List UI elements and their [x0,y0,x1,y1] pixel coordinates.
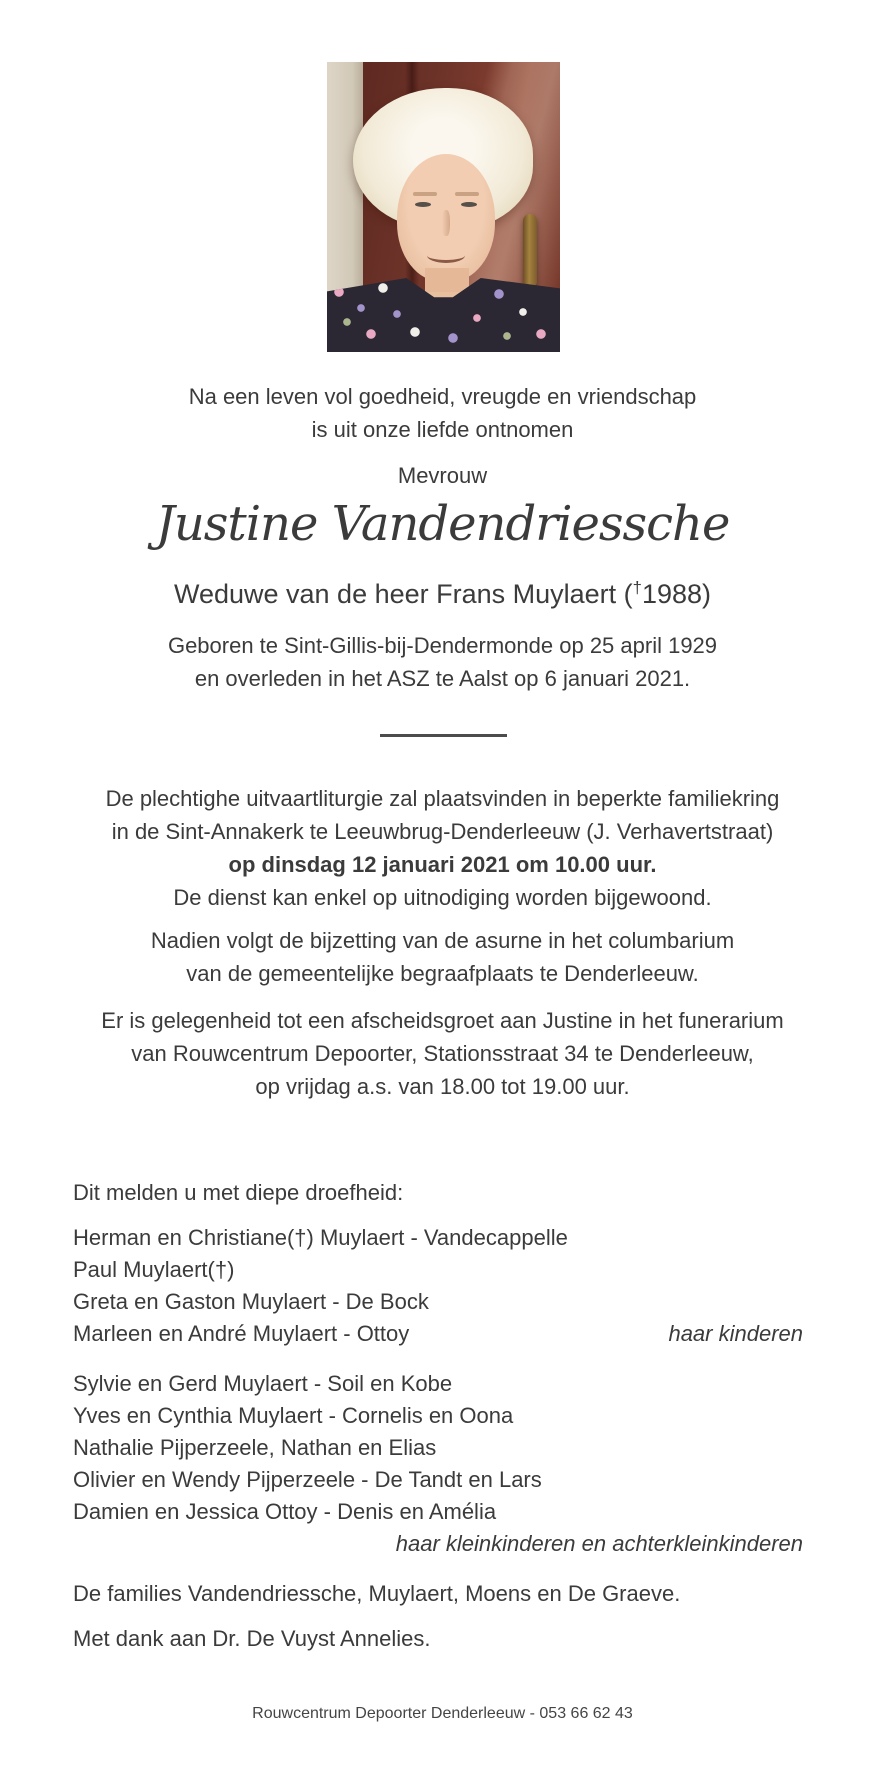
thanks-line: Met dank aan Dr. De Vuyst Annelies. [73,1626,431,1651]
service-block [0,782,885,914]
intro-line-1: Na een leven vol goedheid, vreugde en vriendschap [188,384,697,409]
service-date-line: op dinsdag 12 januari 2021 om 10.00 uur. [228,852,657,877]
widow-prefix: Weduwe van de heer Frans Muylaert ( [173,579,633,609]
families-line: De families Vandendriessche, Muylaert, Moens en De Graeve. [73,1581,681,1606]
divider-line [380,734,507,737]
farewell-block [0,1004,885,1103]
widow-suffix: 1988) [641,579,712,609]
intro-line-2: is uit onze liefde ontnomen [311,417,574,442]
portrait-photo [327,62,560,352]
farewell-line-3: op vrijdag a.s. van 18.00 tot 19.00 uur. [255,1074,630,1099]
birth-death-block [0,629,885,695]
interment-block [0,924,885,990]
left-eye [415,202,431,207]
grandchildren-line: Yves en Cynthia Muylaert - Cornelis en Oona [73,1403,514,1428]
grandchildren-list [73,1368,803,1560]
deceased-name: Justine Vandendriessche [155,496,730,552]
right-eye [461,202,477,207]
left-eyebrow [413,192,437,196]
service-line-1: De plechtighe uitvaartliturgie zal plaatsvinden in beperkte familiekring [105,786,780,811]
dagger-symbol: † [632,578,642,597]
interment-line-1: Nadien volgt de bijzetting van de asurne in het columbarium [150,928,735,953]
children-list [73,1222,803,1350]
children-relation-label: haar kinderen [668,1321,803,1346]
died-line: en overleden in het ASZ te Aalst op 6 januari 2021. [194,666,691,691]
grandchildren-line: Nathalie Pijperzeele, Nathan en Elias [73,1435,437,1460]
nose [442,210,450,236]
woman-face [397,154,495,282]
interment-line-2: van de gemeentelijke begraafplaats te Denderleeuw. [186,961,699,986]
children-line: Greta en Gaston Muylaert - De Bock [73,1289,429,1314]
announcement-heading: Dit melden u met diepe droefheid: [73,1180,404,1205]
funeral-home-footer: Rouwcentrum Depoorter Denderleeuw - 053 66 62 43 [252,1705,633,1722]
salutation: Mevrouw [397,463,488,488]
right-eyebrow [455,192,479,196]
born-line: Geboren te Sint-Gillis-bij-Dendermonde op 25 april 1929 [167,633,718,658]
children-line: Paul Muylaert(†) [73,1257,235,1282]
service-line-2: in de Sint-Annakerk te Leeuwbrug-Denderleeuw (J. Verhavertstraat) [111,819,774,844]
door-handle [523,214,537,288]
children-line-with-label [73,1318,803,1350]
service-line-4: De dienst kan enkel op uitnodiging worden bijgewoond. [173,885,712,910]
smile [427,248,465,263]
grandchildren-line: Damien en Jessica Ottoy - Denis en Amélia [73,1499,497,1524]
widow-line [0,578,885,610]
grandchildren-relation-label: haar kleinkinderen en achterkleinkinderen [395,1531,803,1556]
farewell-line-1: Er is gelegenheid tot een afscheidsgroet aan Justine in het funerarium [101,1008,784,1033]
grandchildren-line: Olivier en Wendy Pijperzeele - De Tandt en Lars [73,1467,542,1492]
intro-block [0,380,885,446]
children-line: Marleen en André Muylaert - Ottoy [73,1321,410,1346]
farewell-line-2: van Rouwcentrum Depoorter, Stationsstraat 34 te Denderleeuw, [131,1041,754,1066]
grandchildren-line: Sylvie en Gerd Muylaert - Soil en Kobe [73,1371,453,1396]
children-line: Herman en Christiane(†) Muylaert - Vandecappelle [73,1225,568,1250]
